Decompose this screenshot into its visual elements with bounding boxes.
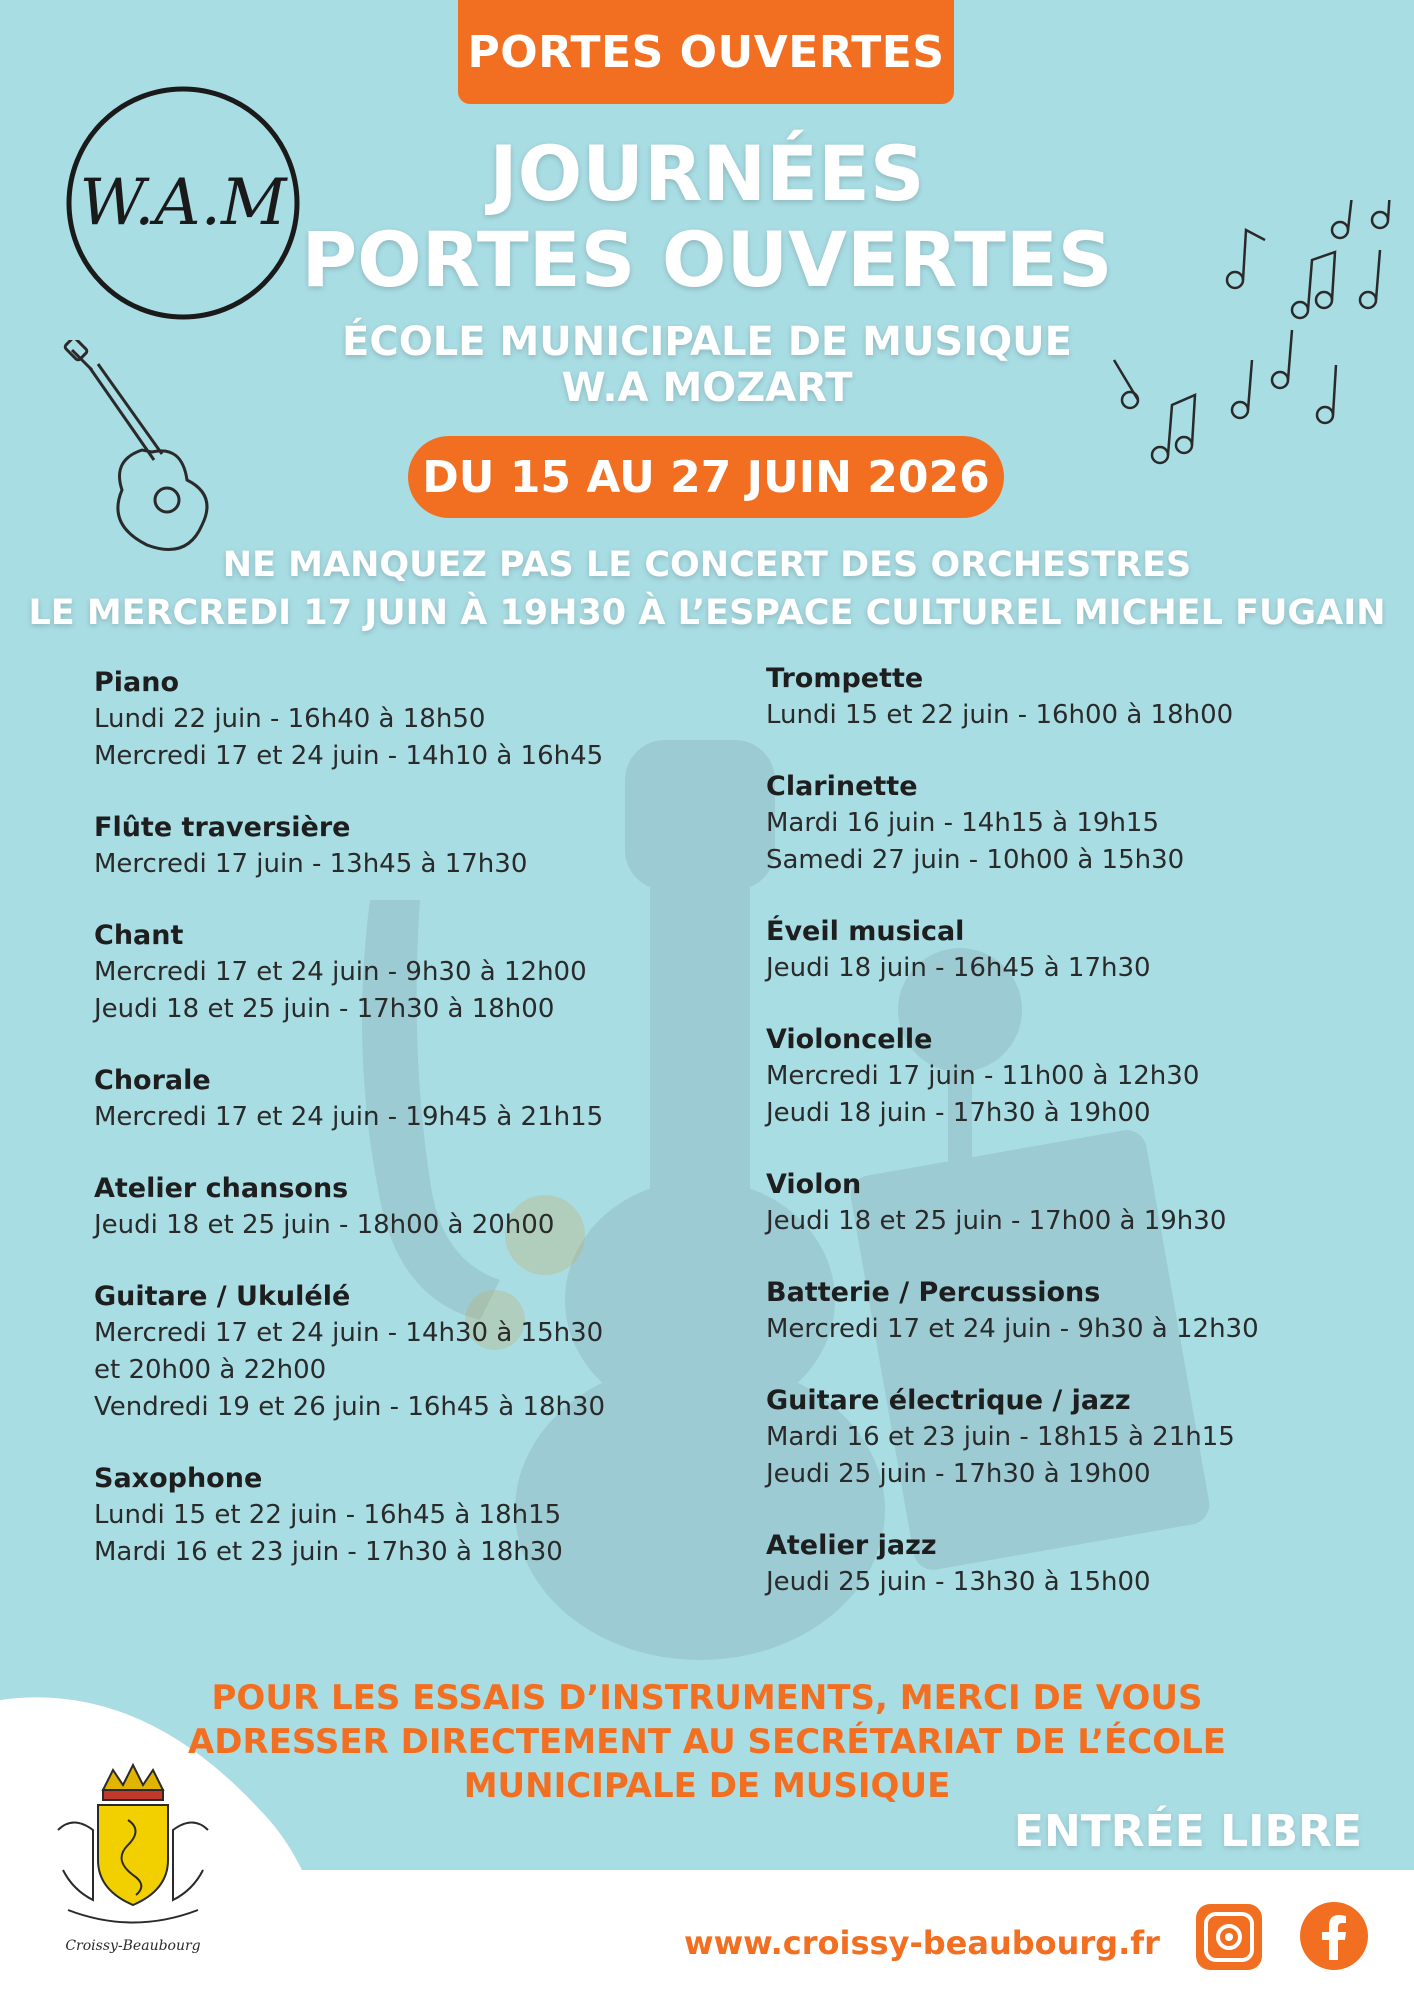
instrument-name: Chant: [94, 920, 184, 951]
svg-text:W.A.M: W.A.M: [79, 166, 287, 240]
instrument-name: Guitare / Ukulélé: [94, 1281, 351, 1312]
schedule-section: [766, 660, 1366, 734]
instrument-name: Batterie / Percussions: [766, 1277, 1101, 1308]
instrument-name: Éveil musical: [766, 916, 965, 947]
schedule-time: Mercredi 17 et 24 juin - 14h30 à 15h30: [94, 1318, 604, 1348]
schedule-time: Lundi 22 juin - 16h40 à 18h50: [94, 704, 486, 734]
instrument-name: Atelier jazz: [766, 1530, 937, 1561]
schedule-section: [94, 917, 694, 1028]
page-title-line2: PORTES OUVERTES: [301, 215, 1113, 304]
concert-notice-line2: LE MERCREDI 17 JUIN À 19H30 À L’ESPACE CULTUREL MICHEL FUGAIN: [28, 593, 1386, 633]
instrument-name: Flûte traversière: [94, 812, 351, 843]
date-range-pill: DU 15 AU 27 JUIN 2026: [408, 436, 1004, 518]
schedule-section: [94, 1460, 694, 1571]
open-days-badge: PORTES OUVERTES: [458, 0, 954, 104]
instrument-name: Violon: [766, 1169, 862, 1200]
schedule-section: [766, 1382, 1366, 1493]
instrument-trial-notice-line2: ADRESSER DIRECTEMENT AU SECRÉTARIAT DE L’ÉCOLE: [187, 1722, 1227, 1762]
instrument-name: Saxophone: [94, 1463, 263, 1494]
schedule-time: Mercredi 17 juin - 11h00 à 12h30: [766, 1061, 1200, 1091]
schedule-section: [94, 809, 694, 883]
schedule-section: [766, 1274, 1366, 1348]
instrument-name: Piano: [94, 667, 180, 698]
instagram-icon[interactable]: [1194, 1902, 1264, 1972]
schedule-time: Vendredi 19 et 26 juin - 16h45 à 18h30: [94, 1392, 606, 1422]
schedule-time: Mercredi 17 et 24 juin - 9h30 à 12h30: [766, 1314, 1259, 1344]
instrument-name: Guitare électrique / jazz: [766, 1385, 1131, 1416]
schedule-section: [766, 1166, 1366, 1240]
schedule-time: Jeudi 18 et 25 juin - 17h30 à 18h00: [94, 994, 555, 1024]
instrument-name: Trompette: [766, 663, 924, 694]
croissy-beaubourg-crest: [48, 1760, 218, 1960]
schedule-time: Mercredi 17 et 24 juin - 19h45 à 21h15: [94, 1102, 604, 1132]
schedule-time: Samedi 27 juin - 10h00 à 15h30: [766, 845, 1185, 875]
instrument-trial-notice-line3: MUNICIPALE DE MUSIQUE: [463, 1766, 951, 1806]
instrument-name: Violoncelle: [766, 1024, 933, 1055]
instrument-name: Chorale: [94, 1065, 211, 1096]
schedule-time: Jeudi 18 juin - 17h30 à 19h00: [766, 1098, 1151, 1128]
schedule-time: Mardi 16 et 23 juin - 17h30 à 18h30: [94, 1537, 563, 1567]
instrument-name: Clarinette: [766, 771, 918, 802]
school-name-line2: W.A MOZART: [561, 365, 853, 411]
schedule-section: [94, 1062, 694, 1136]
schedule-time: Mercredi 17 et 24 juin - 14h10 à 16h45: [94, 741, 604, 771]
schedule-time: Jeudi 18 et 25 juin - 17h00 à 19h30: [766, 1206, 1227, 1236]
schedule-time: Mardi 16 juin - 14h15 à 19h15: [766, 808, 1160, 838]
schedule-section: [94, 664, 694, 775]
concert-notice-line1: NE MANQUEZ PAS LE CONCERT DES ORCHESTRES: [222, 545, 1192, 585]
schedule-time: Lundi 15 et 22 juin - 16h00 à 18h00: [766, 700, 1234, 730]
instrument-name: Atelier chansons: [94, 1173, 349, 1204]
page-title-line1: JOURNÉES: [489, 129, 925, 218]
free-entry-label: ENTRÉE LIBRE: [1013, 1806, 1362, 1857]
schedule-section: [94, 1278, 694, 1426]
schedule-time: Mercredi 17 et 24 juin - 9h30 à 12h00: [94, 957, 587, 987]
schedule-section: [766, 913, 1366, 987]
schedule-section: [94, 1170, 694, 1244]
schedule-time: Jeudi 18 juin - 16h45 à 17h30: [766, 953, 1151, 983]
svg-text:Croissy-Beaubourg: Croissy-Beaubourg: [65, 1938, 201, 1954]
schedule-time: Mercredi 17 juin - 13h45 à 17h30: [94, 849, 528, 879]
schedule-right-column: [766, 660, 1366, 1635]
instrument-trial-notice-line1: POUR LES ESSAIS D’INSTRUMENTS, MERCI DE VOUS: [211, 1678, 1203, 1718]
schedule-section: [766, 1527, 1366, 1601]
schedule-time: et 20h00 à 22h00: [94, 1355, 327, 1385]
schedule-time: Jeudi 25 juin - 17h30 à 19h00: [766, 1459, 1151, 1489]
schedule-time: Mardi 16 et 23 juin - 18h15 à 21h15: [766, 1422, 1235, 1452]
schedule-time: Lundi 15 et 22 juin - 16h45 à 18h15: [94, 1500, 562, 1530]
schedule-time: Jeudi 25 juin - 13h30 à 15h00: [766, 1567, 1151, 1597]
schedule-left-column: [94, 664, 694, 1605]
schedule-time: Jeudi 18 et 25 juin - 18h00 à 20h00: [94, 1210, 555, 1240]
school-name-line1: ÉCOLE MUNICIPALE DE MUSIQUE: [342, 319, 1072, 365]
schedule-section: [766, 1021, 1366, 1132]
website-link[interactable]: www.croissy-beaubourg.fr: [684, 1924, 1160, 1962]
schedule-section: [766, 768, 1366, 879]
facebook-icon[interactable]: [1298, 1900, 1370, 1972]
